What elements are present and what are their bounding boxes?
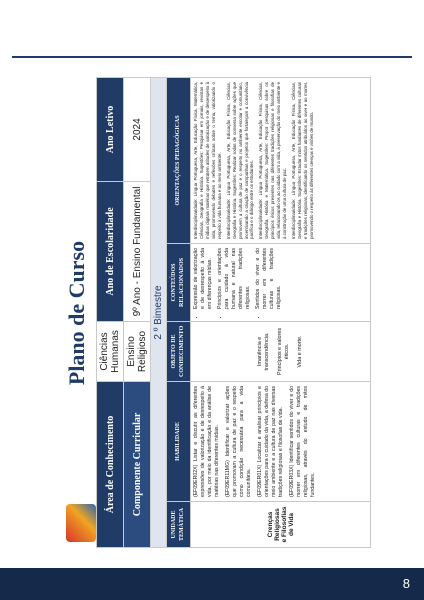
course-plan-sheet	[62, 78, 362, 548]
escolaridade-value: 9º Ano - Ensino Fundamental	[124, 181, 151, 321]
course-plan-table	[96, 77, 371, 548]
col-objeto: OBJETO DE CONHECIMENTO	[167, 321, 191, 381]
top-rule	[12, 56, 412, 58]
habilidade-item: (EF09ER02X) Listar e discutir as diferentes expressões de valorização e de desrespeito à vida, por meio da identificação e da análise de matérias nas diferentes mídias.	[193, 385, 221, 497]
objetos-cell	[191, 321, 371, 381]
ano-letivo-value: 2024	[124, 77, 151, 181]
col-conteudos: CONTEÚDOS RELACIONADOS	[167, 243, 191, 321]
habilidade-item: (EF09ER01X) Localizar e analisar princípios e orientações para o cuidado da vida, a defesa do meio ambiente e a cultura de paz nas diversas tradições religiosas e filosofias de vida.	[257, 385, 285, 497]
objeto-item: Vida e morte.	[296, 335, 303, 368]
escolaridade-label: Ano de Escolaridade	[97, 181, 124, 321]
habilidades-cell	[191, 381, 371, 501]
area-label: Área de Conhecimento	[97, 381, 124, 547]
conteudo-item: • Princípios e orientações para cuidado à vida humana e natural nas diferentes tradições religiosas.	[217, 248, 252, 309]
orientacao-item: Interdisciplinaridade: Língua Portuguesa, Arte, Educação Física, Ciências, Geografia e História. Sugestões: Realizar rodas de conversa sobre ações que promovem a cultura de paz e o respeito no ambiente escolar e comunitário, incentivando a criação de campanhas e projetos que fortaleçam a convivência pacífica e o diálogo entre os estudantes.	[225, 81, 255, 239]
objeto-item: Imanência e transcendência.	[256, 332, 271, 371]
col-unidade: UNIDADE TEMÁTICA	[167, 502, 191, 548]
orientacoes-cell	[191, 77, 371, 243]
col-habilidade: HABILIDADE	[167, 381, 191, 501]
bimestre-label: 2 º Bimestre	[151, 77, 167, 547]
footer-band	[0, 568, 424, 600]
orientacao-item: Interdisciplinaridade: Língua Portuguesa, Arte, Educação Física, Matemática, Ciências, Geografia e História. Sugestões: Pesquisar em jornais, revistas e mídias digitais matérias que retratem atitudes de valorização e de desrespeito à vida, promovendo debates e reflexões críticas sobre o tema, valorizando o respeito à vida humana e ao meio ambiente.	[193, 81, 222, 239]
area-value: Ciências Humanas	[97, 321, 124, 381]
conteudos-cell	[191, 243, 371, 321]
componente-value: Ensino Religioso	[124, 321, 151, 381]
col-orientacoes: ORIENTAÇÕES PEDAGÓGICAS	[167, 77, 191, 243]
componente-label: Componente Curricular	[124, 381, 151, 547]
orientacao-item: Interdisciplinaridade: Língua Portuguesa, Arte, Educação Física, Ciências, Geografia e História. Sugestões: Estudar mitos fundantes de diferentes culturas e tradições religiosas, identificando os sentidos atribuídos ao viver e ao morrer, promovendo o respeito às diferentes crenças e visões de mundo.	[291, 81, 314, 239]
unidade-tematica: Crenças Religiosas e Filosofias de Vida	[191, 502, 371, 548]
objeto-item: Princípios e valores éticos.	[276, 327, 291, 376]
habilidade-item: (EF09ER11MG) Identificar e valorizar ações que promovam a cultura de paz e o respeito como condição necessária para a vida comunitária.	[225, 385, 253, 497]
orientacao-item: Interdisciplinaridade: Língua Portuguesa, Arte, Educação Física, Ciências, Geografia, História e Matemática. Sugestões: Propor pesquisas sobre os princípios éticos presentes nas diferentes tradições religiosas e filosofias de vida, relacionando-os ao cuidado com a vida, à preservação do meio ambiente e à construção de uma cultura de paz.	[258, 81, 288, 239]
habilidade-item: (EF09ER03X) Identificar sentidos do viver e do morrer em diferentes culturas e tradições religiosas, através do estudo de mitos fundantes.	[289, 385, 317, 497]
page-number: 8	[402, 576, 410, 591]
ano-letivo-label: Ano Letivo	[97, 77, 124, 181]
page-title: Plano de Curso	[64, 240, 89, 386]
conteudo-item: • Sentidos do viver e do morrer em diferentes culturas e tradições religiosas.	[255, 248, 283, 309]
conteudo-item: • Expressão de valorização e de desrespeito à vida em diferenças mídias.	[193, 248, 214, 309]
